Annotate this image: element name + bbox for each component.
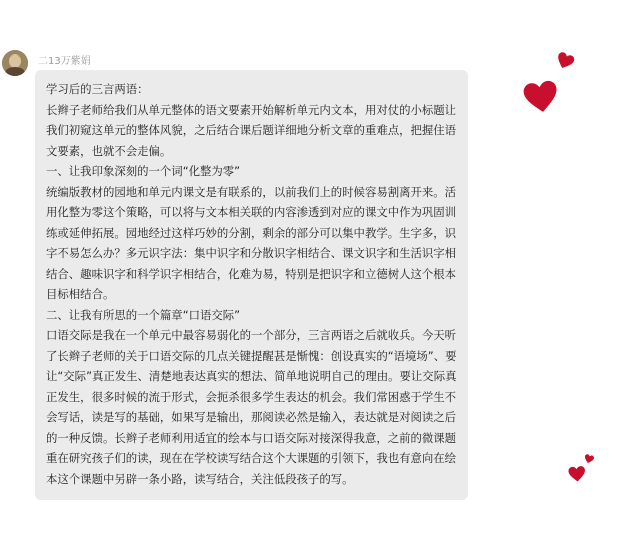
heart-icon — [521, 78, 561, 117]
message-text — [46, 79, 458, 489]
message-bubble[interactable] — [35, 70, 468, 500]
message-paragraph: 长辫子老师给我们从单元整体的语文要素开始解析单元内文本，用对仗的小标题让我们初窥这单元的整体风貌，之后结合课后题详细地分析文章的重难点，把握住语文要素，也就不会走偏。 — [46, 102, 457, 158]
message-paragraph: 二、让我有所思的一个篇章“口语交际” — [46, 307, 241, 322]
avatar[interactable] — [2, 50, 28, 76]
heart-icon — [567, 464, 587, 484]
heart-icon — [553, 49, 576, 72]
message-paragraph: 统编版教材的园地和单元内课文是有联系的，以前我们上的时候容易割离开来。活用化整为零这个策略，可以将与文本相关联的内容渗透到对应的课文中作为巩固训练或延伸拓展。园地经过这样巧妙的分割，剩余的部分可以集中教学。生字多，识字不易怎么办？多元识字法：集中识字和分散识字相结合、课文识字和生活识字相结合、趣味识字和科学识字相结合，化难为易，特别是把识字和立德树人这个根本目标相结合。 — [46, 184, 457, 301]
message-paragraph: 学习后的三言两语： — [46, 82, 149, 96]
message-paragraph: 一、让我印象深刻的一个词“化整为零” — [46, 164, 241, 178]
sender-name: 二13万紫娟 — [38, 56, 91, 67]
message-paragraph: 口语交际是我在一个单元中最容易弱化的一个部分，三言两语之后就收兵。今天听了长辫子老师的关于口语交际的几点关键提醒甚是惭愧：创设真实的“语境场”、要让“交际”真正发生、清楚地表达真实的想法、简单地说明自己的理由。要让交际真正发生，很多时候的流于形式，会扼杀很多学生表达的机会。我们常困惑于学生不会写话，读是写的基础，如果写是输出，那阅读必然是输入，表达就是对阅读之后的一种反馈。长辫子老师利用适宜的绘本与口语交际对接深得我意，之前的微课题重在研究孩子们的读，现在在学校读写结合这个大课题的引领下，我也有意向在绘本这个课题中另辟一条小路，读写结合，关注低段孩子的写。 — [46, 328, 457, 486]
avatar-image — [2, 50, 28, 76]
